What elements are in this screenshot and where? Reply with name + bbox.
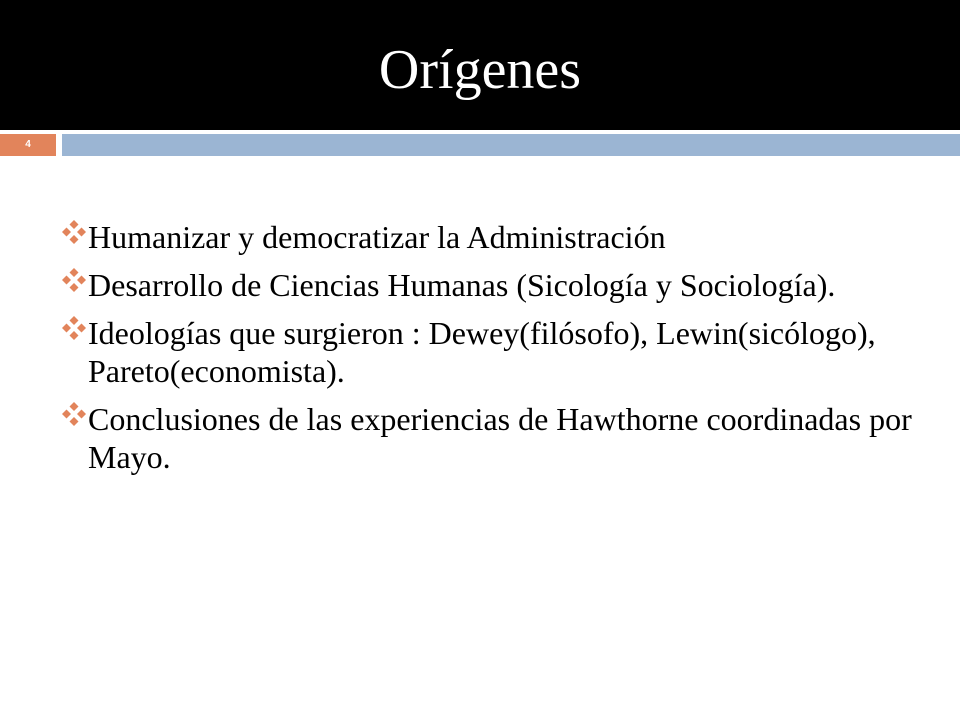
bullet-text: Ideologías que surgieron : Dewey(filósofo), Lewin(sicólogo), Pareto(economista).	[88, 315, 876, 389]
bullet-text: Desarrollo de Ciencias Humanas (Sicología y Sociología).	[88, 267, 836, 303]
four-diamond-bullet-icon	[62, 220, 86, 244]
bullet-item	[60, 218, 920, 256]
bullet-text: Conclusiones de las experiencias de Hawthorne coordinadas por Mayo.	[88, 401, 912, 475]
bullet-item	[60, 314, 920, 390]
bullet-item	[60, 400, 920, 476]
title-bar	[0, 0, 960, 130]
accent-bar	[62, 134, 960, 156]
bullet-text: Humanizar y democratizar la Administración	[88, 219, 666, 255]
bullet-list	[60, 218, 920, 486]
four-diamond-bullet-icon	[62, 316, 86, 340]
four-diamond-bullet-icon	[62, 268, 86, 292]
bullet-item	[60, 266, 920, 304]
four-diamond-bullet-icon	[62, 402, 86, 426]
slide-title: Orígenes	[378, 39, 582, 101]
page-number-badge: 4	[0, 134, 56, 156]
